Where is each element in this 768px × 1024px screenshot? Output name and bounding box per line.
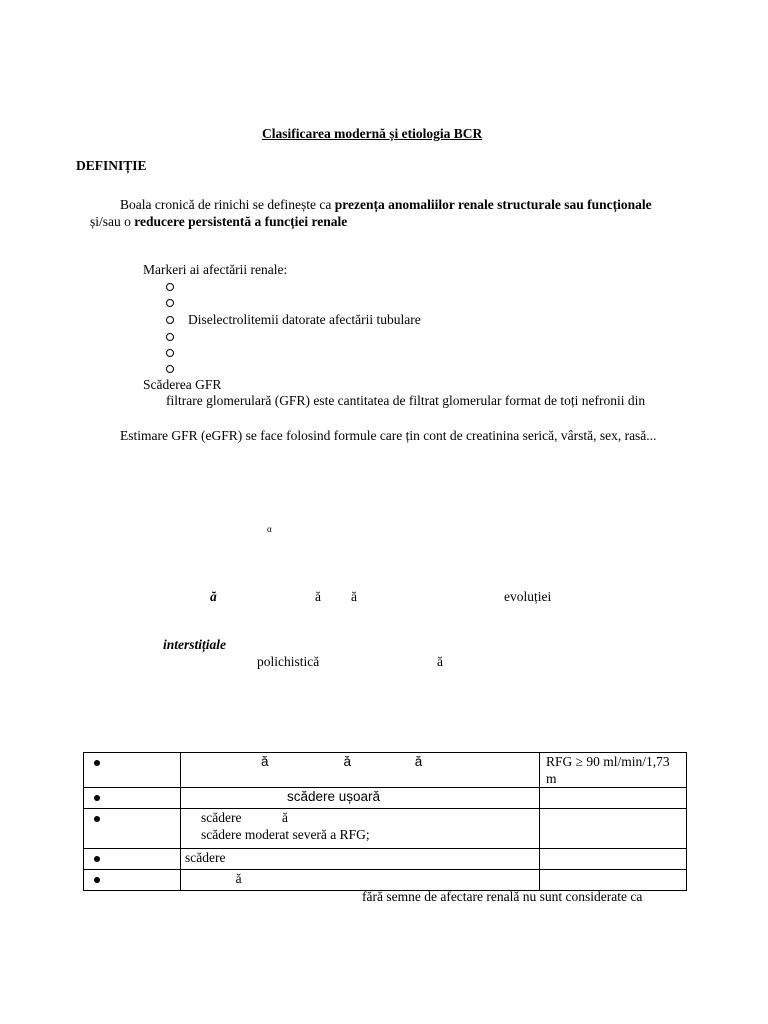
- table-cell: ă: [181, 870, 540, 891]
- gfr-heading: Scăderea GFR: [143, 377, 222, 392]
- text-fragment: polichistică: [257, 654, 320, 669]
- table-cell-line: scădere ă: [201, 810, 288, 825]
- definition-line-2: [90, 214, 347, 230]
- bullet-circle-icon: [166, 365, 174, 373]
- bullet-icon: [94, 816, 100, 822]
- alpha-symbol: α: [267, 524, 272, 534]
- bullet-circle-icon: [166, 299, 174, 307]
- bullet-icon: [94, 795, 100, 801]
- bullet-icon: [94, 877, 100, 883]
- table-cell: [181, 809, 540, 849]
- bullet-cell: [84, 753, 181, 788]
- text-fragment: interstițiale: [163, 637, 227, 652]
- table-cell: [540, 870, 687, 891]
- table-cell: ă ă ă: [181, 753, 540, 788]
- section-heading-definitie: DEFINIȚIE: [76, 158, 147, 173]
- bullet-circle-icon: [166, 316, 174, 324]
- definition-line-1: [120, 197, 652, 213]
- marker-item: Diselectrolitemii datorate afectării tubulare: [188, 312, 421, 327]
- text-fragment: ă: [315, 589, 321, 604]
- footer-text: fără semne de afectare renală nu sunt considerate ca: [362, 889, 643, 904]
- definition-text: și/sau o: [90, 214, 135, 229]
- bullet-cell: [84, 809, 181, 849]
- gfr-definition: filtrare glomerulară (GFR) este cantitatea de filtrat glomerular format de toți nefronii din: [166, 393, 646, 408]
- table-cell: [540, 788, 687, 809]
- bullet-cell: [84, 788, 181, 809]
- bullet-circle-icon: [166, 283, 174, 291]
- table-cell: RFG ≥ 90 ml/min/1,73 m: [540, 753, 687, 788]
- bullet-cell: [84, 870, 181, 891]
- table-row: [84, 788, 687, 809]
- bullet-circle-icon: [166, 349, 174, 357]
- bullet-icon: [94, 760, 100, 766]
- gfr-estimate: Estimare GFR (eGFR) se face folosind formule care țin cont de creatinina serică, vârstă, sex, rasă...: [120, 428, 657, 443]
- table-cell: [540, 809, 687, 849]
- definition-text: Boala cronică de rinichi se definește ca: [120, 197, 335, 212]
- ckd-stage-table: [83, 752, 687, 891]
- bullet-circle-icon: [166, 333, 174, 341]
- text-fragment: ă: [437, 654, 443, 669]
- table-cell: scădere ușoară: [181, 788, 540, 809]
- table-cell-line: scădere moderat severă a RFG;: [201, 827, 370, 842]
- text-fragment: ă: [351, 589, 357, 604]
- text-fragment: ă: [210, 589, 217, 604]
- text-fragment: evoluției: [504, 589, 552, 604]
- table-cell: [540, 849, 687, 870]
- table-row: [84, 809, 687, 849]
- definition-bold: reducere persistentă a funcției renale: [134, 214, 348, 229]
- page-title: Clasificarea modernă și etiologia BCR: [262, 126, 483, 141]
- definition-bold: prezența anomaliilor renale structurale sau funcționale: [334, 197, 652, 212]
- table-cell: scădere: [181, 849, 540, 870]
- markers-title: Markeri ai afectării renale:: [143, 262, 288, 277]
- table-row: [84, 753, 687, 788]
- table-row: [84, 870, 687, 891]
- bullet-icon: [94, 856, 100, 862]
- bullet-cell: [84, 849, 181, 870]
- table-row: [84, 849, 687, 870]
